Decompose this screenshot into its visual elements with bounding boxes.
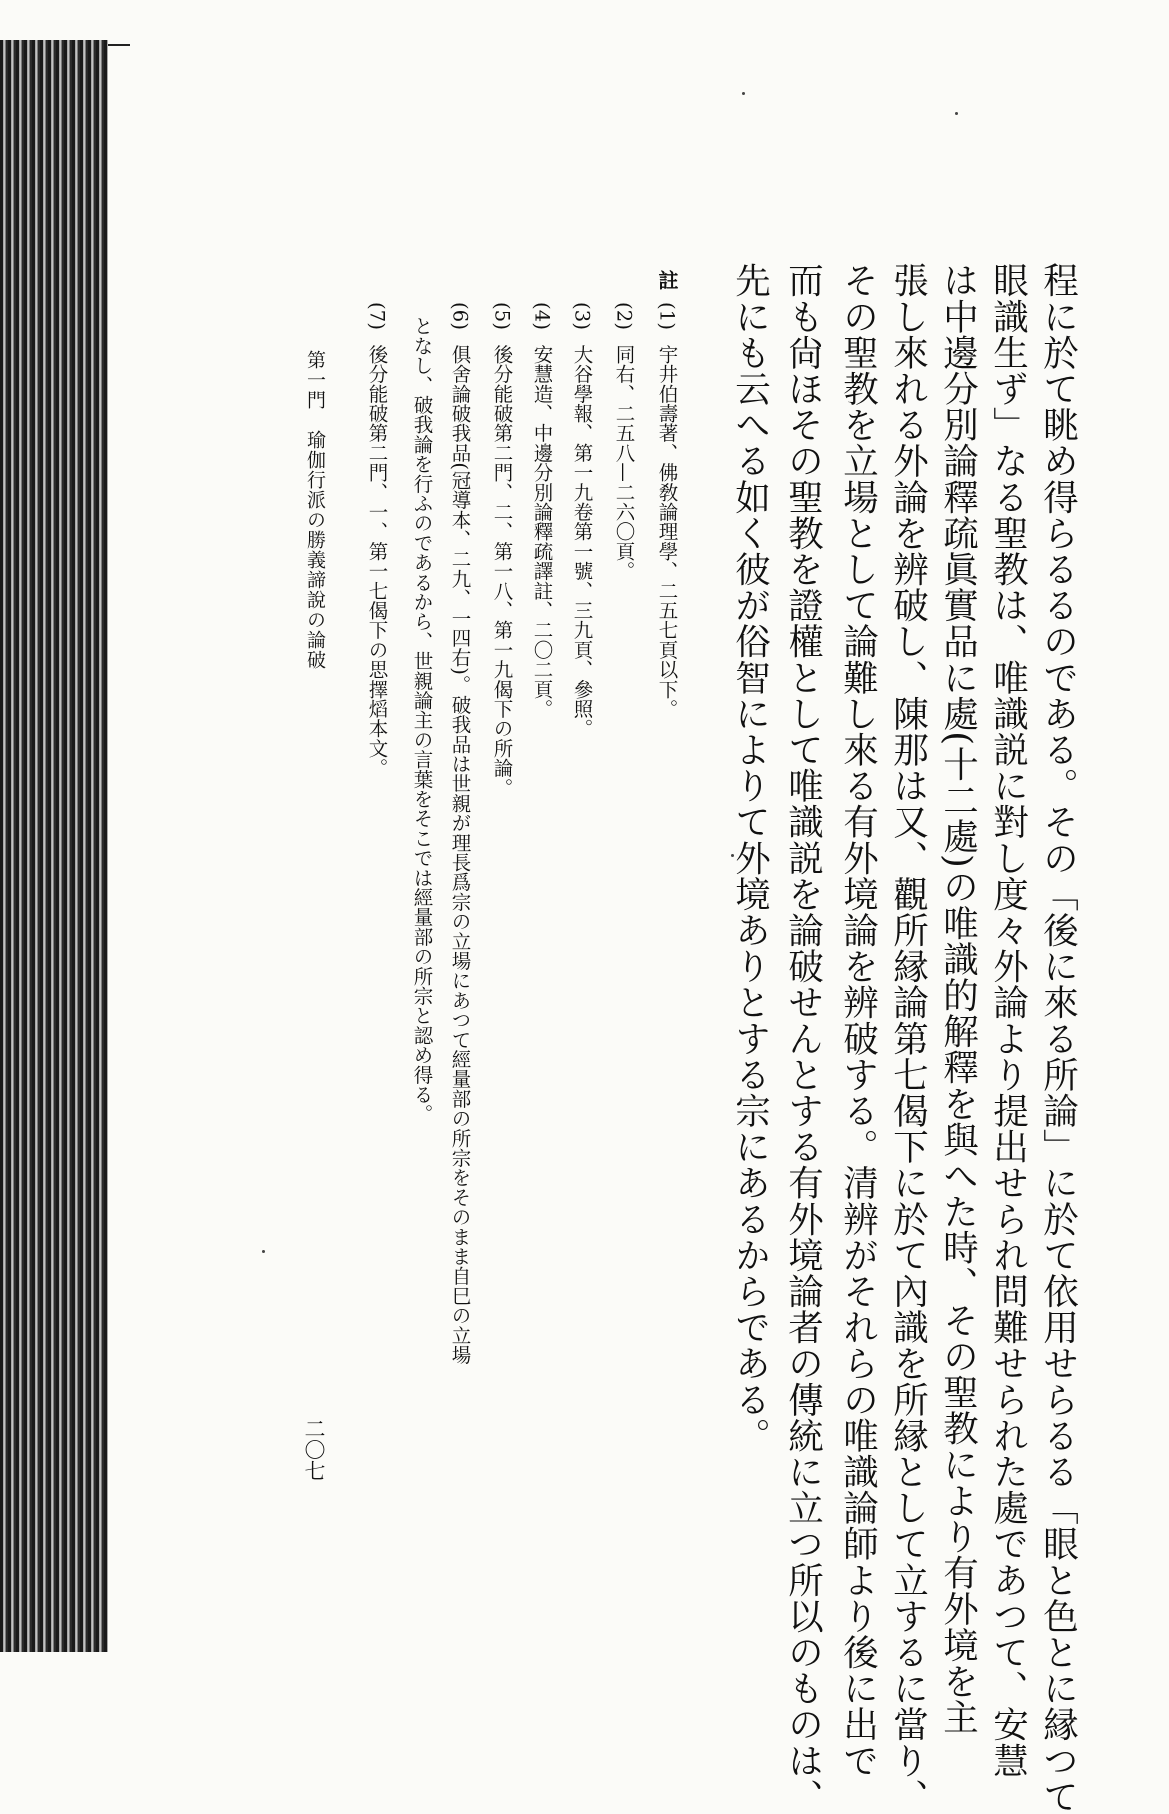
note-text: 安慧造、中邊分別論釋疏譯註、二〇二頁。	[530, 344, 554, 719]
note-text: 後分能破第二門、一、第一七偈下の思擇熖本文。	[365, 344, 389, 778]
note-text: 宇井伯壽著、佛敎論理學、二五七頁以下。	[655, 344, 679, 719]
note-6-continued	[412, 302, 432, 1124]
note-text: 大谷學報、第一九卷第一號、三九頁、參照。	[570, 344, 594, 739]
note-number: (5)	[490, 302, 514, 331]
note-1	[657, 302, 677, 719]
body-line-6: 而も尙ほその聖教を證權として唯識説を論破せんとする有外境論者の傳統に立つ所以のものは、	[782, 262, 824, 1814]
note-text: 同右、二五八—二六〇頁。	[612, 344, 636, 581]
note-number: (2)	[612, 302, 636, 331]
note-7	[367, 302, 387, 778]
note-number: (6)	[448, 302, 472, 331]
note-number: (3)	[570, 302, 594, 331]
body-line-4: 張し來れる外論を辨破し、陳那は又、觀所縁論第七偈下に於て內識を所縁として立するに當り、	[887, 262, 929, 1814]
running-section-title: 第一門 瑜伽行派の勝義諦說の論破	[304, 350, 326, 670]
page-binding	[0, 40, 108, 1652]
page-number: 二〇七	[302, 1418, 326, 1481]
note-5	[492, 302, 512, 797]
note-number: (7)	[365, 302, 389, 331]
note-2	[614, 302, 634, 581]
note-number: (4)	[530, 302, 554, 331]
body-line-2: 眼識生ず」なる聖教は、唯識説に對し度々外論より提出せられ問難せられた處であつて、安慧	[987, 262, 1029, 1779]
body-line-3: は中邊分別論釋疏眞實品に處(十二處)の唯識的解釋を與へた時、その聖教により有外境を主	[937, 262, 979, 1735]
body-line-1: 程に於て眺め得らるるのである。その「後に來る所論」に於て依用せらるる「眼と色とに縁つて	[1037, 262, 1079, 1814]
body-line-7: 先にも云へる如く彼が俗智によりて外境ありとする宗にあるからである。	[729, 262, 771, 1454]
body-line-5: その聖教を立場として論難し來る有外境論を辨破する。清辨がそれらの唯識論師より後に出で	[837, 262, 879, 1779]
note-text: となし、破我論を行ふのであるから、世親論主の言葉をそこでは經量部の所宗と認め得る。	[410, 316, 434, 1124]
note-text: 俱舍論破我品(冠導本、二九、一四右)。破我品は世親が理長爲宗の立場にあつて經量部の所宗をそのまま自巳の立場	[448, 344, 472, 1365]
note-4	[532, 302, 552, 719]
notes-label: 註	[655, 270, 679, 290]
note-3	[572, 302, 592, 738]
scan-speck	[955, 112, 958, 115]
binding-edge	[108, 44, 130, 46]
scan-speck	[262, 1250, 265, 1253]
note-6	[450, 302, 470, 1365]
note-text: 後分能破第二門、二、第一八、第一九偈下の所論。	[490, 344, 514, 798]
scan-speck	[742, 92, 745, 95]
note-number: (1)	[655, 302, 679, 331]
